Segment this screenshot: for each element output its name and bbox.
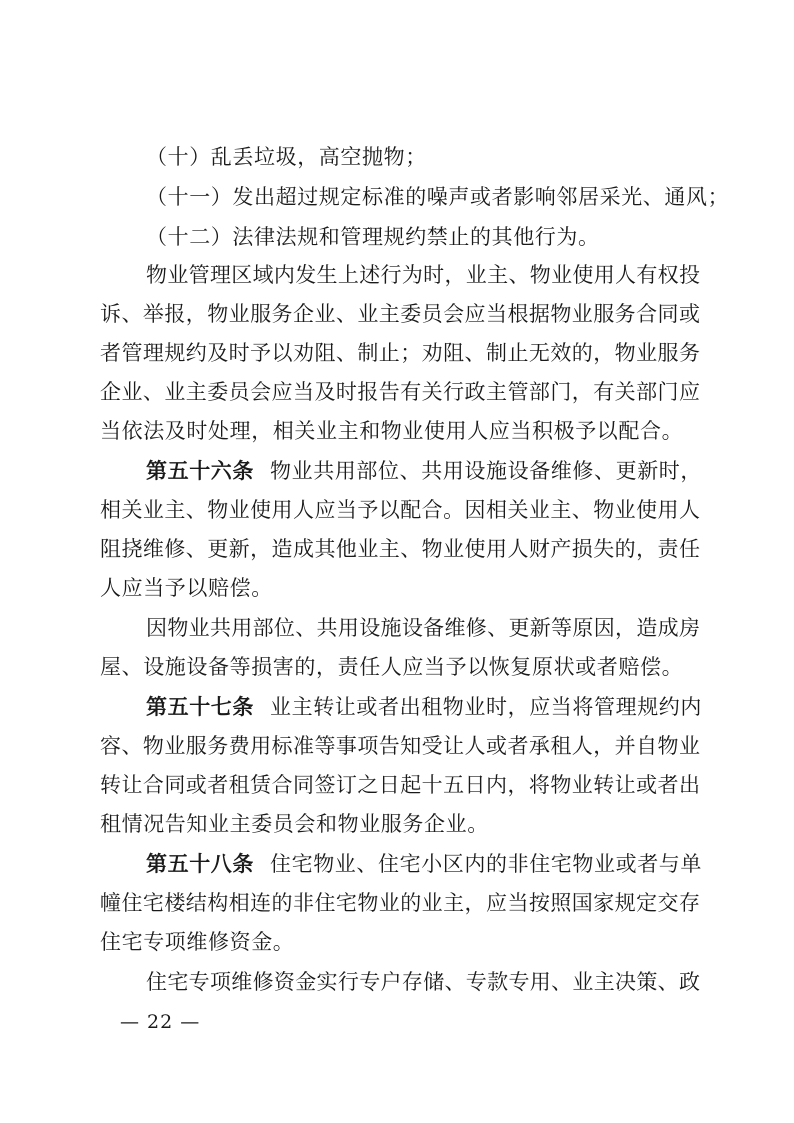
article-58-text: 住宅物业、住宅小区内的非住宅物业或者与单: [270, 852, 702, 876]
article-58-title: 第五十八条: [146, 851, 254, 876]
paragraph-line: 住宅专项维修资金。: [100, 930, 295, 954]
paragraph-line: 因物业共用部位、共用设施设备维修、更新等原因，造成房: [146, 616, 700, 640]
paragraph-line: 当依法及时处理，相关业主和物业使用人应当积极予以配合。: [100, 419, 684, 443]
paragraph-line: 阻挠维修、更新，造成其他业主、物业使用人财产损失的，责任: [100, 537, 700, 561]
list-item-10: （十）乱丢垃圾，高空抛物；: [146, 145, 427, 169]
paragraph-line: 转让合同或者租赁合同签订之日起十五日内，将物业转让或者出: [100, 773, 700, 797]
article-57-title: 第五十七条: [146, 694, 254, 719]
article-57-text: 业主转让或者出租物业时，应当将管理规约内: [270, 695, 702, 719]
paragraph-line: 企业、业主委员会应当及时报告有关行政主管部门，有关部门应: [100, 380, 700, 404]
article-56-title: 第五十六条: [146, 458, 254, 483]
paragraph-line: 容、物业服务费用标准等事项告知受让人或者承租人，并自物业: [100, 734, 700, 758]
paragraph-line: 屋、设施设备等损害的，责任人应当予以恢复原状或者赔偿。: [100, 655, 684, 679]
article-56-first-line: [146, 452, 700, 490]
list-item-12: （十二）法律法规和管理规约禁止的其他行为。: [146, 225, 600, 249]
paragraph-line: 者管理规约及时予以劝阻、制止；劝阻、制止无效的，物业服务: [100, 341, 700, 365]
article-58-first-line: [146, 845, 700, 883]
article-57-first-line: [146, 688, 700, 726]
paragraph-line: 住宅专项维修资金实行专户存储、专款专用、业主决策、政: [146, 970, 700, 994]
page-number: — 22 —: [120, 1011, 201, 1033]
list-item-11: （十一）发出超过规定标准的噪声或者影响邻居采光、通风；: [146, 185, 730, 209]
paragraph-line: 人应当予以赔偿。: [100, 576, 273, 600]
paragraph-line: 租情况告知业主委员会和物业服务企业。: [100, 812, 489, 836]
paragraph-line: 物业管理区域内发生上述行为时，业主、物业使用人有权投: [146, 263, 700, 287]
paragraph-line: 诉、举报，物业服务企业、业主委员会应当根据物业服务合同或: [100, 302, 700, 326]
article-56-text: 物业共用部位、共用设施设备维修、更新时，: [270, 459, 702, 483]
paragraph-line: 幢住宅楼结构相连的非住宅物业的业主，应当按照国家规定交存: [100, 891, 700, 915]
paragraph-line: 相关业主、物业使用人应当予以配合。因相关业主、物业使用人: [100, 498, 700, 522]
